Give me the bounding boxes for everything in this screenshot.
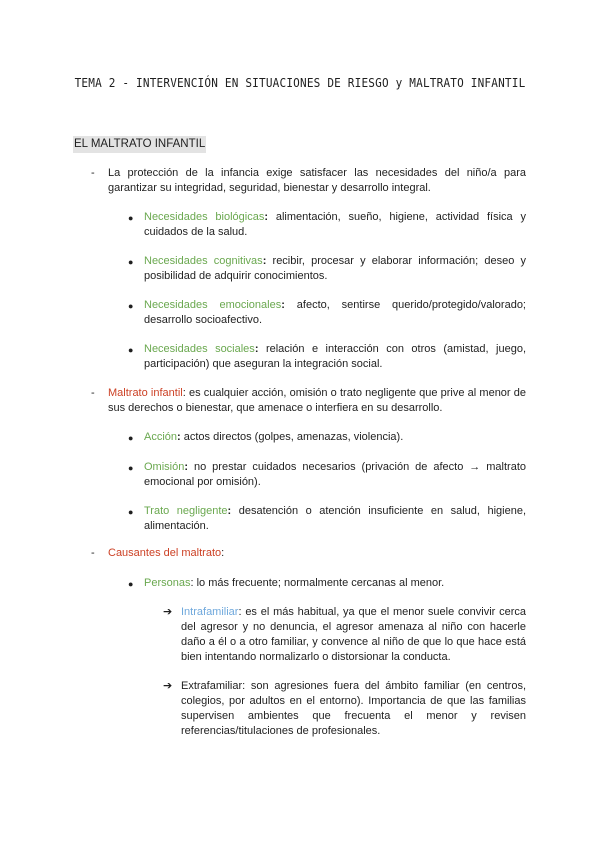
need-label: Necesidades sociales <box>144 343 255 355</box>
bullet-icon: ● <box>128 257 134 267</box>
need-item-biologicas: Necesidades biológicas: alimentación, sueño, higiene, actividad física y cuidados de la salud. <box>144 211 526 238</box>
bullet-icon: ● <box>128 433 134 443</box>
dash-marker: - <box>91 547 95 559</box>
bullet-icon: ● <box>128 507 134 517</box>
bullet-icon: ● <box>128 463 134 473</box>
dash-marker: - <box>91 387 95 399</box>
bullet-icon: ● <box>128 301 134 311</box>
need-item-cognitivas: Necesidades cognitivas: recibir, procesar y elaborar información; deseo y posibilidad de adquirir conocimientos. <box>144 255 526 282</box>
type-label: Omisión <box>144 461 185 473</box>
causantes-heading: Causantes del maltrato: <box>108 547 225 559</box>
personas-label: Personas <box>144 577 191 589</box>
maltrato-label: Maltrato infantil <box>108 387 183 399</box>
type-item-negligente: Trato negligente: desatención o atención insuficiente en salud, higiene, alimentación. <box>144 505 526 532</box>
type-label: Acción <box>144 431 178 443</box>
causantes-label: Causantes del maltrato <box>108 547 222 559</box>
maltrato-definition: Maltrato infantil: es cualquier acción, omisión o trato negligente que prive al menor de sus derechos o bienestar, que amenace o interfiera en su desarrollo. <box>108 387 527 414</box>
arrow-icon: ➔ <box>163 680 173 692</box>
bullet-icon: ● <box>128 213 134 223</box>
need-text: alimentación, sueño, higiene, actividad física y cuidados de la salud. <box>144 211 526 238</box>
section-heading: EL MALTRATO INFANTIL <box>73 136 206 153</box>
type-item-omision: Omisión: no prestar cuidados necesarios (privación de afecto → maltrato emocional por omisión). <box>144 461 526 488</box>
personas-item: Personas: lo más frecuente; normalmente cercanas al menor. <box>144 577 445 589</box>
need-text: afecto, sentirse querido/protegido/valorado; desarrollo socioafectivo. <box>144 299 526 326</box>
need-text: relación e interacción con otros (amistad, juego, participación) que aseguran la integración social. <box>144 343 527 370</box>
bullet-icon: ● <box>128 345 134 355</box>
intro-paragraph: La protección de la infancia exige satisfacer las necesidades del niño/a para garantizar su integridad, seguridad, bienestar y desarrollo integral. <box>108 167 526 194</box>
type-item-accion: Acción: actos directos (golpes, amenazas, violencia). <box>144 431 404 443</box>
need-text: recibir, procesar y elaborar información; deseo y posibilidad de adquirir conocimientos. <box>144 255 526 282</box>
type-label: Trato negligente <box>144 505 228 517</box>
document-title: TEMA 2 - INTERVENCIÓN EN SITUACIONES DE RIESGO y MALTRATO INFANTIL <box>74 76 526 90</box>
need-item-sociales: Necesidades sociales: relación e interacción con otros (amistad, juego, participación) que aseguran la integración social. <box>144 343 527 370</box>
arrow-icon: ➔ <box>163 606 173 618</box>
need-label: Necesidades biológicas <box>144 211 265 223</box>
need-item-emocionales: Necesidades emocionales: afecto, sentirse querido/protegido/valorado; desarrollo socioafectivo. <box>144 299 526 326</box>
need-label: Necesidades cognitivas <box>144 255 263 267</box>
need-label: Necesidades emocionales <box>144 299 282 311</box>
subtype-label: Intrafamiliar <box>181 606 239 618</box>
subtype-intrafamiliar: Intrafamiliar: es el más habitual, ya que el menor suele convivir cerca del agresor y no denuncia, el agresor amenaza al niño con hacerle daño a él o a otro familiar, y convence al niño de que lo que hace está bien intentando normalizarlo o distorsionar la conducta. <box>181 606 526 663</box>
subtype-extrafamiliar: Extrafamiliar: son agresiones fuera del ámbito familiar (en centros, colegios, por adultos en el entorno). Importancia de que las familias supervisen ambientes que frecuenta el menor y revisen referencias/titulaciones de profesionales. <box>181 680 526 737</box>
dash-marker: - <box>91 167 95 179</box>
bullet-icon: ● <box>128 579 134 589</box>
